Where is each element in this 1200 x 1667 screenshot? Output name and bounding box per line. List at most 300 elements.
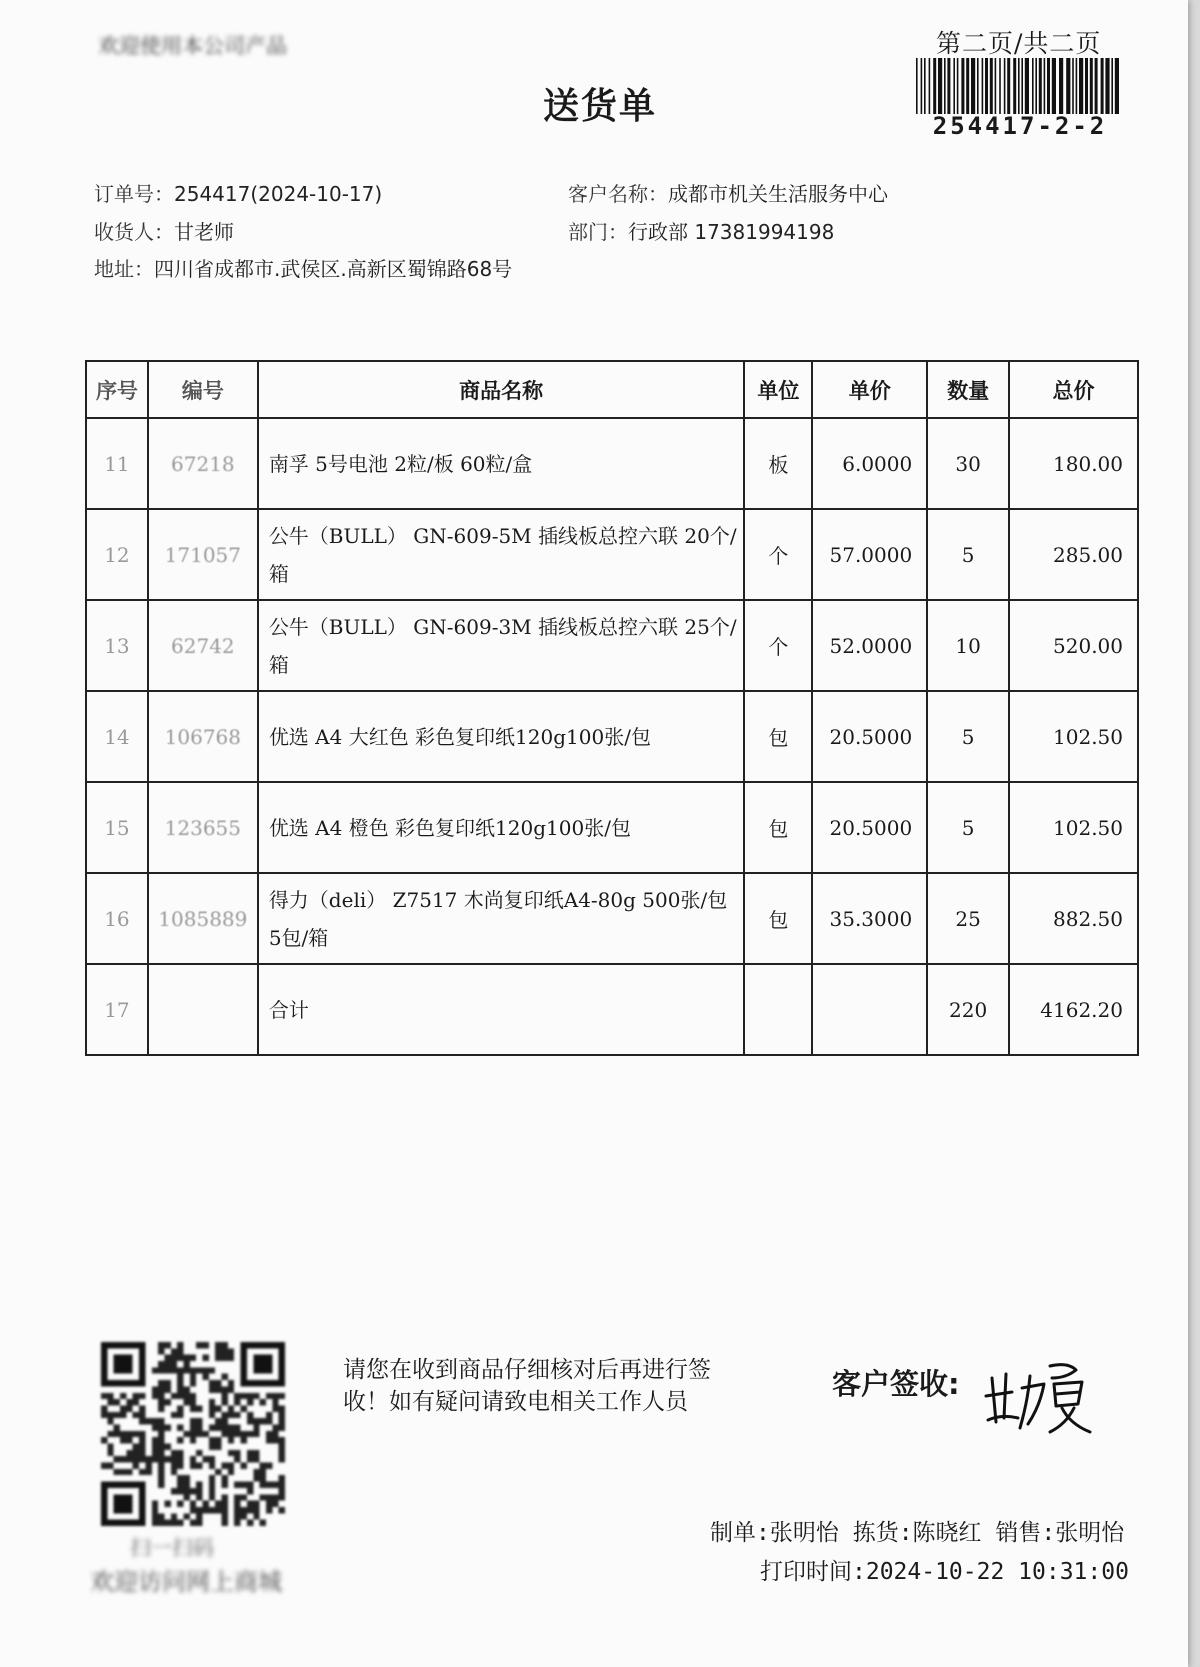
qr-module (107, 1393, 113, 1399)
qr-module (234, 1494, 240, 1500)
qr-module (114, 1456, 120, 1462)
notice-line-1: 请您在收到商品仔细核对后再进行签 (343, 1357, 711, 1383)
qr-module (164, 1444, 170, 1450)
qr-module (215, 1444, 221, 1450)
qr-module (183, 1475, 189, 1481)
cell-grand-total: 4162.20 (1009, 964, 1138, 1055)
qr-module (215, 1507, 221, 1513)
qr-module (183, 1488, 189, 1494)
qr-module (279, 1393, 285, 1399)
qr-finder-square (253, 1355, 272, 1374)
qr-module (196, 1367, 202, 1373)
qr-module (139, 1469, 145, 1475)
qr-module (183, 1361, 189, 1367)
qr-module (272, 1405, 278, 1411)
qr-module (279, 1475, 285, 1481)
qr-module (272, 1501, 278, 1507)
cell-name: 得力（deli） Z7517 木尚复印纸A4-80g 500张/包 5包/箱 (258, 873, 745, 964)
department-value: 行政部 17381994198 (628, 220, 835, 244)
qr-module (177, 1450, 183, 1456)
qr-module (158, 1380, 164, 1386)
qr-module (101, 1463, 107, 1469)
qr-module (247, 1488, 253, 1494)
cell-seq: 12 (86, 509, 148, 600)
qr-module (234, 1482, 240, 1488)
qr-module (228, 1386, 234, 1392)
order-number-value: 254417(2024-10-17) (174, 182, 383, 206)
qr-module (152, 1367, 158, 1373)
qr-module (247, 1399, 253, 1405)
qr-module (190, 1507, 196, 1513)
qr-module (266, 1418, 272, 1424)
cell-unit: 包 (744, 691, 812, 782)
cell-name: 南孚 5号电池 2粒/板 60粒/盒 (258, 418, 745, 509)
qr-module (260, 1475, 266, 1481)
qr-module (183, 1386, 189, 1392)
cell-unit: 包 (744, 782, 812, 873)
qr-module (171, 1412, 177, 1418)
qr-module (190, 1501, 196, 1507)
qr-module (196, 1450, 202, 1456)
qr-module (152, 1424, 158, 1430)
cell-price: 57.0000 (812, 509, 927, 600)
qr-module (247, 1482, 253, 1488)
qr-module (234, 1424, 240, 1430)
qr-module (164, 1367, 170, 1373)
receiver-row (94, 216, 234, 245)
qr-module (196, 1494, 202, 1500)
cell-name: 公牛（BULL） GN-609-3M 插线板总控六联 25个/箱 (258, 600, 745, 691)
qr-module (215, 1348, 221, 1354)
qr-module (164, 1386, 170, 1392)
qr-module (158, 1463, 164, 1469)
cell-code: 1085889 (148, 873, 258, 964)
cell-qty: 25 (927, 873, 1009, 964)
qr-module (190, 1393, 196, 1399)
qr-module (209, 1437, 215, 1443)
qr-module (222, 1386, 228, 1392)
qr-module (190, 1488, 196, 1494)
qr-module (234, 1412, 240, 1418)
qr-module (209, 1405, 215, 1411)
qr-module (253, 1450, 259, 1456)
qr-module (272, 1482, 278, 1488)
qr-module (190, 1399, 196, 1405)
customer-label: 客户名称： (568, 182, 668, 206)
receiver-value: 甘老师 (174, 220, 234, 244)
qr-module (139, 1393, 145, 1399)
qr-module (177, 1482, 183, 1488)
qr-module (152, 1393, 158, 1399)
cell-qty: 5 (927, 782, 1009, 873)
qr-module (209, 1380, 215, 1386)
qr-module (266, 1431, 272, 1437)
qr-module (190, 1431, 196, 1437)
qr-module (234, 1393, 240, 1399)
qr-code-image (100, 1342, 286, 1526)
qr-module (247, 1418, 253, 1424)
qr-module (209, 1463, 215, 1469)
qr-module (133, 1444, 139, 1450)
qr-module (190, 1380, 196, 1386)
qr-module (279, 1444, 285, 1450)
col-header-name: 商品名称 (258, 361, 745, 418)
qr-module (196, 1513, 202, 1519)
qr-module (171, 1520, 177, 1526)
qr-module (120, 1393, 126, 1399)
qr-module (228, 1412, 234, 1418)
qr-module (139, 1405, 145, 1411)
qr-module (260, 1418, 266, 1424)
qr-module (215, 1405, 221, 1411)
qr-caption: 扫一扫码 (130, 1536, 214, 1560)
qr-module (234, 1501, 240, 1507)
qr-module (158, 1437, 164, 1443)
qr-module (158, 1418, 164, 1424)
qr-module (266, 1437, 272, 1443)
qr-module (209, 1494, 215, 1500)
qr-module (203, 1501, 209, 1507)
qr-module (279, 1488, 285, 1494)
qr-module (139, 1431, 145, 1437)
qr-module (190, 1456, 196, 1462)
qr-module (241, 1482, 247, 1488)
qr-module (171, 1488, 177, 1494)
qr-module (190, 1520, 196, 1526)
qr-module (253, 1393, 259, 1399)
qr-module (228, 1424, 234, 1430)
qr-module (228, 1463, 234, 1469)
qr-module (272, 1431, 278, 1437)
qr-module (209, 1456, 215, 1462)
cell-unit: 板 (744, 418, 812, 509)
qr-module (183, 1393, 189, 1399)
qr-module (279, 1482, 285, 1488)
qr-module (228, 1355, 234, 1361)
qr-module (158, 1444, 164, 1450)
qr-module (126, 1405, 132, 1411)
qr-module (183, 1367, 189, 1373)
qr-module (158, 1367, 164, 1373)
col-header-total: 总价 (1009, 361, 1138, 418)
qr-module (171, 1355, 177, 1361)
qr-module (228, 1450, 234, 1456)
qr-module (222, 1482, 228, 1488)
qr-module (107, 1418, 113, 1424)
qr-module (234, 1456, 240, 1462)
handwritten-signature (978, 1348, 1098, 1438)
qr-module (177, 1380, 183, 1386)
qr-module (253, 1513, 259, 1519)
cell-unit: 包 (744, 873, 812, 964)
qr-module (247, 1501, 253, 1507)
qr-module (272, 1393, 278, 1399)
qr-module (133, 1399, 139, 1405)
qr-module (196, 1431, 202, 1437)
qr-module (171, 1361, 177, 1367)
qr-module (183, 1494, 189, 1500)
cell-name: 公牛（BULL） GN-609-5M 插线板总控六联 20个/箱 (258, 509, 745, 600)
qr-module (266, 1482, 272, 1488)
qr-module (145, 1418, 151, 1424)
qr-module (279, 1412, 285, 1418)
qr-module (158, 1393, 164, 1399)
customer-row (568, 178, 888, 207)
qr-module (158, 1424, 164, 1430)
qr-module (171, 1393, 177, 1399)
qr-module (203, 1507, 209, 1513)
qr-module (253, 1431, 259, 1437)
qr-module (164, 1456, 170, 1462)
col-header-price: 单价 (812, 361, 927, 418)
qr-module (222, 1463, 228, 1469)
cell-unit-empty (744, 964, 812, 1055)
cell-total: 180.00 (1009, 418, 1138, 509)
qr-module (133, 1431, 139, 1437)
qr-module (177, 1374, 183, 1380)
qr-module (266, 1412, 272, 1418)
qr-module (101, 1393, 107, 1399)
qr-module (279, 1507, 285, 1513)
qr-module (241, 1431, 247, 1437)
qr-module (241, 1393, 247, 1399)
qr-module (253, 1501, 259, 1507)
qr-module (247, 1431, 253, 1437)
qr-module (145, 1456, 151, 1462)
qr-module (272, 1494, 278, 1500)
customer-value: 成都市机关生活服务中心 (668, 182, 888, 206)
qr-module (177, 1501, 183, 1507)
qr-module (222, 1342, 228, 1348)
qr-module (215, 1386, 221, 1392)
qr-module (158, 1399, 164, 1405)
qr-module (133, 1412, 139, 1418)
cell-unit: 个 (744, 600, 812, 691)
qr-module (177, 1424, 183, 1430)
qr-finder-square (114, 1355, 133, 1374)
qr-module (215, 1418, 221, 1424)
qr-module (241, 1437, 247, 1443)
qr-module (183, 1482, 189, 1488)
qr-module (196, 1488, 202, 1494)
qr-module (139, 1437, 145, 1443)
qr-module (203, 1456, 209, 1462)
qr-module (234, 1399, 240, 1405)
cell-name: 优选 A4 橙色 彩色复印纸120g100张/包 (258, 782, 745, 873)
cell-total-qty: 220 (927, 964, 1009, 1055)
qr-module (114, 1424, 120, 1430)
qr-module (190, 1437, 196, 1443)
qr-module (253, 1469, 259, 1475)
qr-module (107, 1431, 113, 1437)
qr-module (114, 1469, 120, 1475)
qr-module (126, 1469, 132, 1475)
qr-module (126, 1399, 132, 1405)
qr-module (222, 1520, 228, 1526)
qr-module (228, 1437, 234, 1443)
cell-code: 62742 (148, 600, 258, 691)
qr-module (196, 1424, 202, 1430)
qr-module (139, 1450, 145, 1456)
qr-module (177, 1393, 183, 1399)
cell-seq: 15 (86, 782, 148, 873)
cell-price: 20.5000 (812, 691, 927, 782)
qr-module (133, 1456, 139, 1462)
qr-module (190, 1367, 196, 1373)
qr-module (247, 1393, 253, 1399)
qr-module (279, 1456, 285, 1462)
qr-module (253, 1475, 259, 1481)
table-header-row (86, 361, 1138, 418)
print-time: 打印时间:2024-10-22 10:31:00 (760, 1559, 1129, 1585)
qr-module (126, 1437, 132, 1443)
qr-module (158, 1450, 164, 1456)
qr-module (209, 1367, 215, 1373)
customer-signature-label: 客户签收: (832, 1367, 960, 1401)
qr-module (145, 1469, 151, 1475)
qr-module (228, 1431, 234, 1437)
qr-module (152, 1456, 158, 1462)
cell-total: 102.50 (1009, 782, 1138, 873)
qr-module (158, 1361, 164, 1367)
qr-module (260, 1463, 266, 1469)
qr-module (196, 1405, 202, 1411)
cell-price: 52.0000 (812, 600, 927, 691)
receiver-label: 收货人： (94, 220, 174, 244)
qr-module (234, 1507, 240, 1513)
qr-module (222, 1355, 228, 1361)
qr-module (253, 1456, 259, 1462)
qr-module (158, 1475, 164, 1481)
qr-module (222, 1393, 228, 1399)
qr-welcome-text: 欢迎访问网上商城 (90, 1568, 282, 1596)
qr-module (177, 1456, 183, 1462)
qr-module (241, 1463, 247, 1469)
qr-module (234, 1513, 240, 1519)
qr-module (209, 1488, 215, 1494)
table-row (86, 691, 1138, 782)
qr-module (190, 1418, 196, 1424)
qr-module (196, 1507, 202, 1513)
qr-module (139, 1418, 145, 1424)
qr-module (126, 1456, 132, 1462)
qr-module (241, 1507, 247, 1513)
qr-module (158, 1386, 164, 1392)
qr-module (120, 1469, 126, 1475)
qr-module (215, 1501, 221, 1507)
qr-module (164, 1361, 170, 1367)
qr-module (164, 1399, 170, 1405)
col-header-qty: 数量 (927, 361, 1009, 418)
qr-module (234, 1431, 240, 1437)
qr-module (247, 1520, 253, 1526)
qr-module (222, 1418, 228, 1424)
qr-module (222, 1475, 228, 1481)
staff-info: 制单:张明怡 拣货:陈晓红 销售:张明怡 (710, 1520, 1125, 1546)
qr-module (247, 1412, 253, 1418)
qr-module (203, 1355, 209, 1361)
cell-qty: 30 (927, 418, 1009, 509)
qr-module (101, 1437, 107, 1443)
qr-module (164, 1342, 170, 1348)
cell-qty: 5 (927, 691, 1009, 782)
qr-module (260, 1494, 266, 1500)
qr-module (177, 1475, 183, 1481)
qr-module (101, 1412, 107, 1418)
cell-total: 285.00 (1009, 509, 1138, 600)
address-label: 地址： (94, 257, 154, 281)
qr-module (177, 1342, 183, 1348)
qr-module (158, 1520, 164, 1526)
cell-price: 35.3000 (812, 873, 927, 964)
qr-module (272, 1424, 278, 1430)
qr-module (152, 1386, 158, 1392)
qr-module (241, 1494, 247, 1500)
col-header-code: 编号 (148, 361, 258, 418)
qr-module (120, 1412, 126, 1418)
page-indicator: 第二页/共二页 (936, 29, 1102, 58)
qr-module (114, 1412, 120, 1418)
cell-total: 882.50 (1009, 873, 1138, 964)
qr-module (183, 1431, 189, 1437)
qr-module (241, 1513, 247, 1519)
qr-module (209, 1507, 215, 1513)
qr-module (247, 1450, 253, 1456)
qr-module (152, 1507, 158, 1513)
cell-name: 优选 A4 大红色 彩色复印纸120g100张/包 (258, 691, 745, 782)
qr-module (215, 1342, 221, 1348)
qr-module (203, 1342, 209, 1348)
qr-module (222, 1431, 228, 1437)
qr-module (152, 1450, 158, 1456)
qr-module (209, 1482, 215, 1488)
table-row (86, 600, 1138, 691)
welcome-text: 欢迎使用本公司产品 (98, 34, 287, 58)
qr-module (253, 1507, 259, 1513)
cell-code: 123655 (148, 782, 258, 873)
address-row (94, 253, 512, 282)
verification-notice (343, 1354, 711, 1418)
col-header-unit: 单位 (744, 361, 812, 418)
order-number-label: 订单号： (94, 182, 174, 206)
qr-module (215, 1380, 221, 1386)
qr-module (158, 1405, 164, 1411)
qr-module (126, 1450, 132, 1456)
qr-module (164, 1501, 170, 1507)
cell-qty: 10 (927, 600, 1009, 691)
qr-module (107, 1399, 113, 1405)
qr-module (190, 1374, 196, 1380)
qr-module (196, 1520, 202, 1526)
qr-module (177, 1386, 183, 1392)
notice-line-2: 收！如有疑问请致电相关工作人员 (343, 1389, 688, 1415)
cell-seq: 14 (86, 691, 148, 782)
qr-module (177, 1412, 183, 1418)
cell-seq: 16 (86, 873, 148, 964)
qr-module (222, 1501, 228, 1507)
qr-module (253, 1424, 259, 1430)
department-label: 部门： (568, 220, 628, 244)
cell-code: 106768 (148, 691, 258, 782)
qr-module (158, 1469, 164, 1475)
qr-module (260, 1399, 266, 1405)
qr-module (158, 1348, 164, 1354)
qr-module (266, 1393, 272, 1399)
qr-module (152, 1437, 158, 1443)
qr-module (107, 1412, 113, 1418)
qr-module (183, 1399, 189, 1405)
qr-module (279, 1424, 285, 1430)
